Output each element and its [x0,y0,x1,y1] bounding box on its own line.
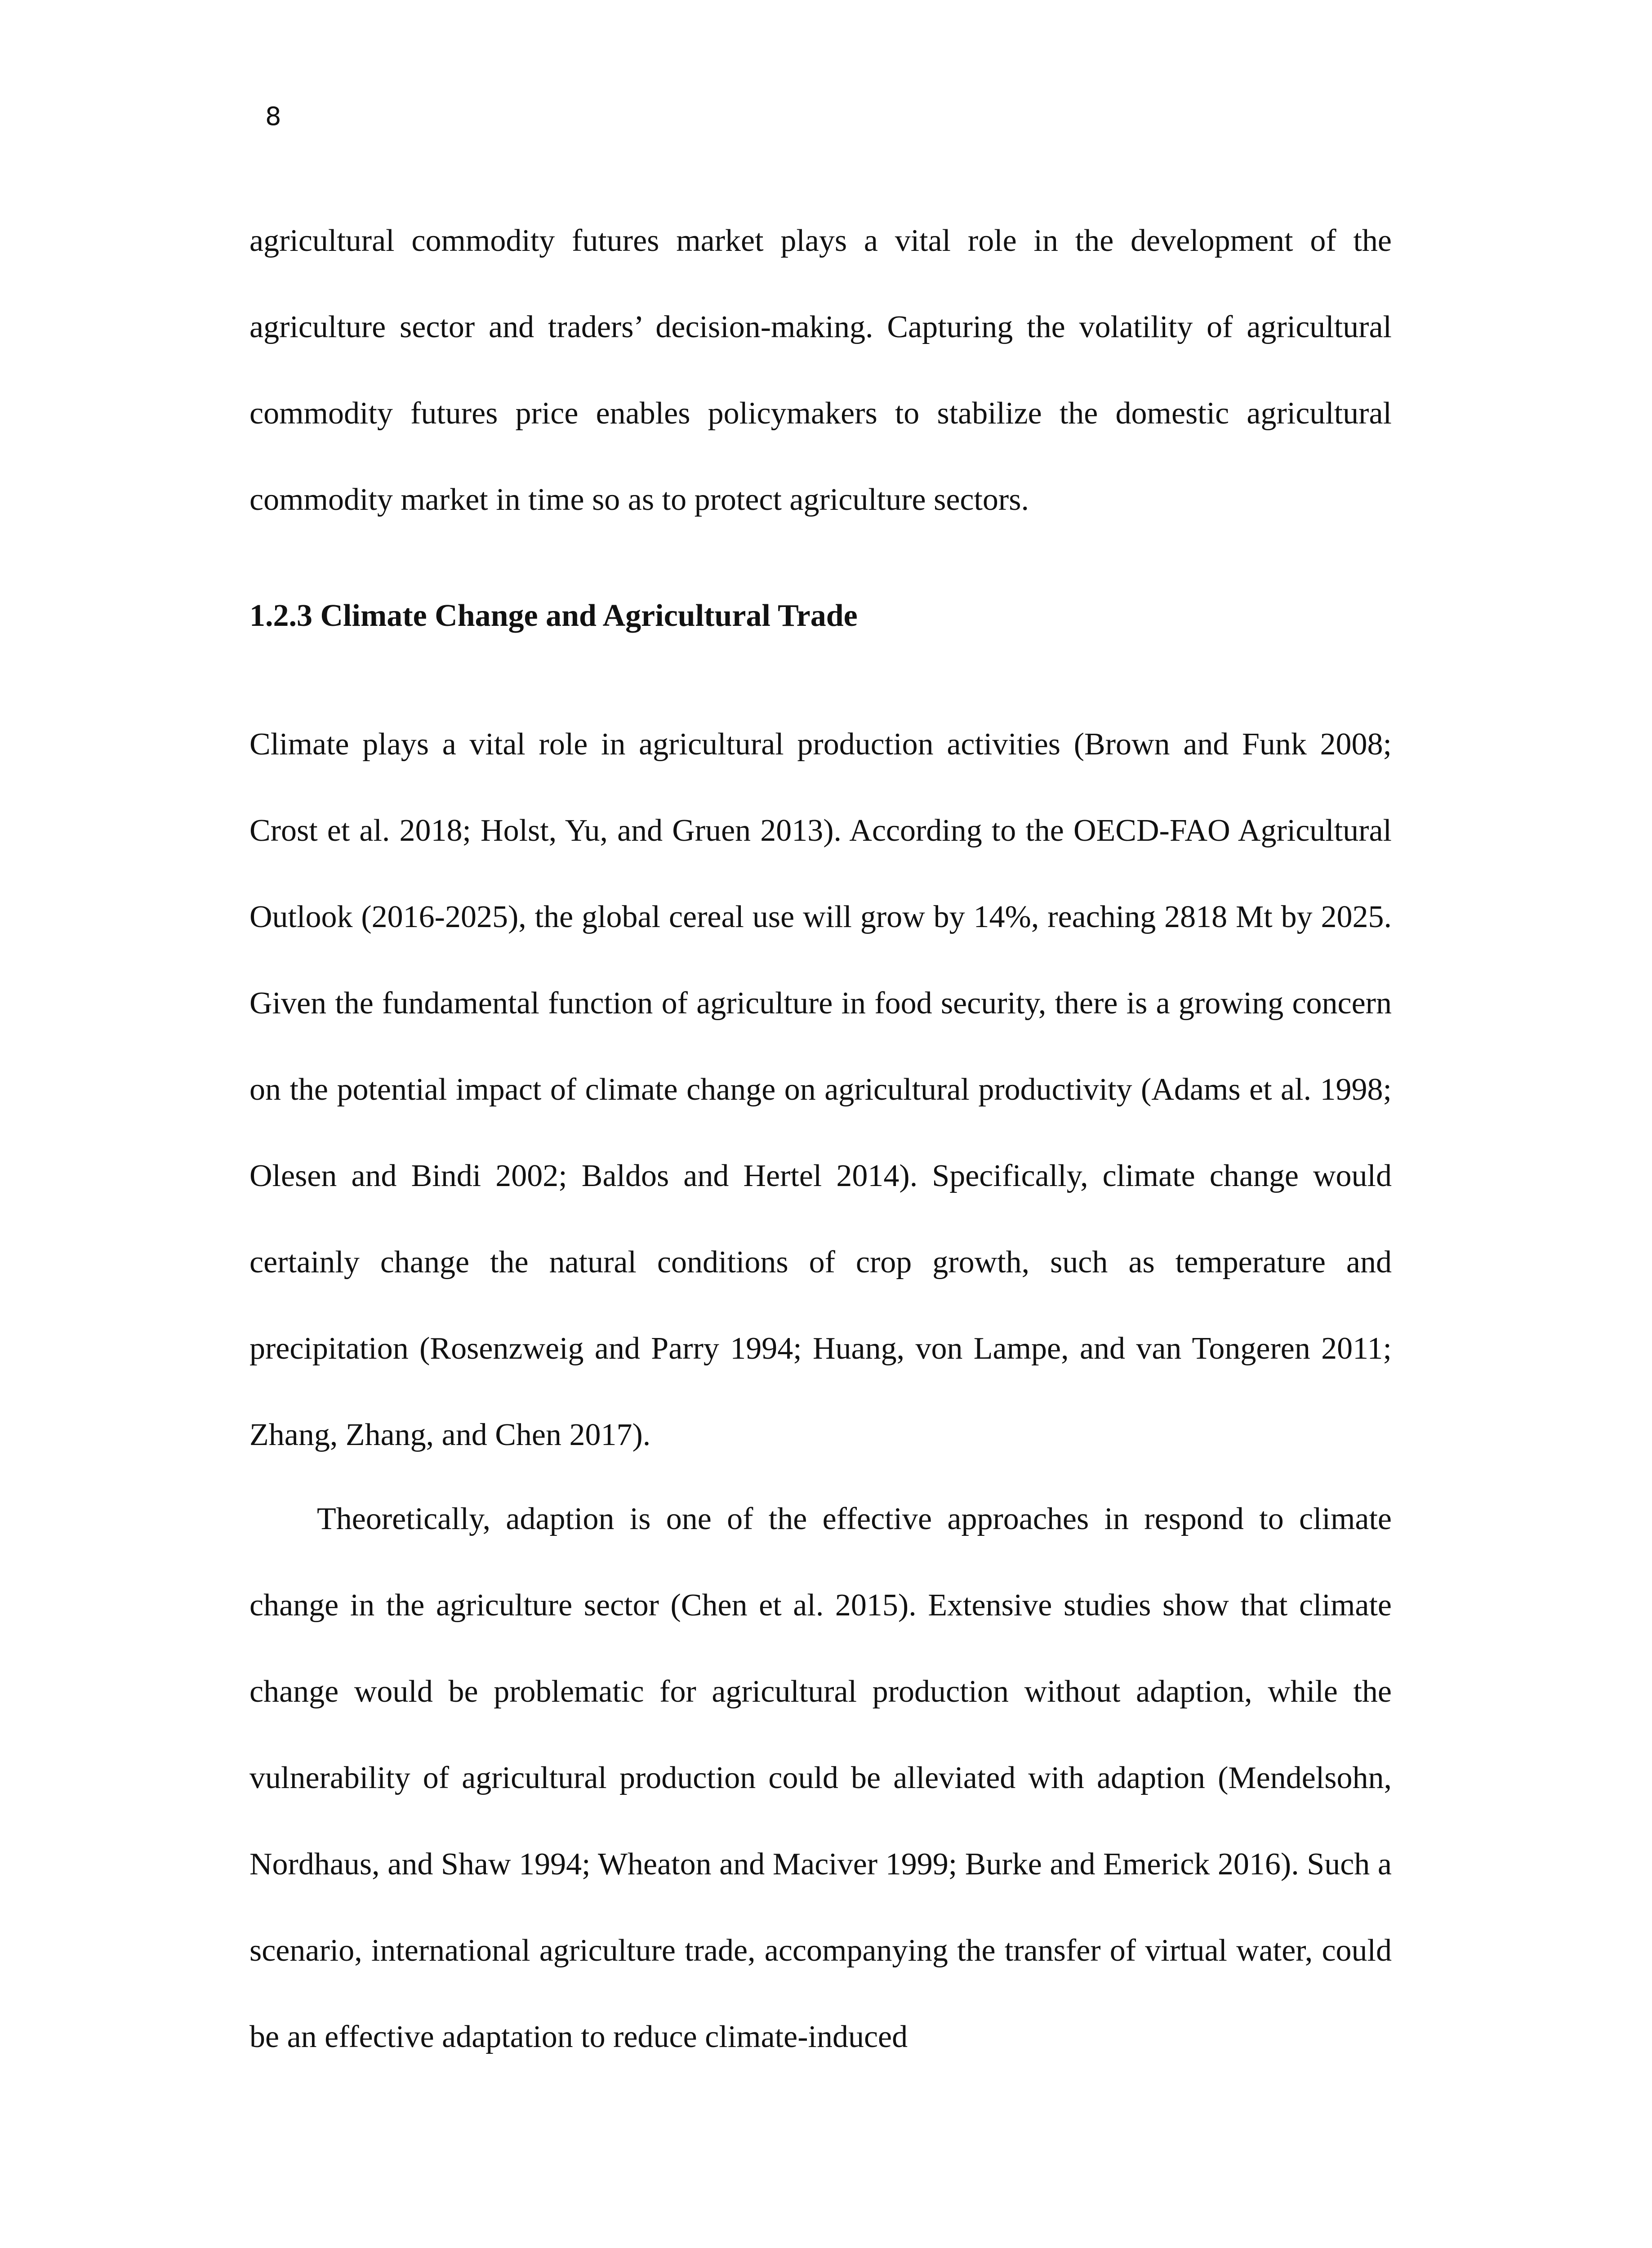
page-number-top: 8 [265,102,281,131]
section-heading: 1.2.3 Climate Change and Agricultural Trade [249,598,858,633]
paragraph-3: Theoretically, adaption is one of the effective approaches in respond to climate change in the agriculture sector (Chen et al. 2015). Extensive studies show that climate change would be problematic for agricultural production without adaption, while the vulnerability of agricultural production could be alleviated with adaption (Mendelsohn, Nordhaus, and Shaw 1994; Wheaton and Maciver 1999; Burke and Emerick 2016). Such a scenario, international agriculture trade, accompanying the transfer of virtual water, could be an effective adaptation to reduce climate-induced [249,1502,1392,2054]
paragraph-2: Climate plays a vital role in agricultural production activities (Brown and Funk 2008; Crost et al. 2018; Holst, Yu, and Gruen 2013). According to the OECD-FAO Agricultural Outlook (2016-2025), the global cereal use will grow by 14%, reaching 2818 Mt by 2025. Given the fundamental function of agriculture in food security, there is a growing concern on the potential impact of climate change on agricultural productivity (Adams et al. 1998; Olesen and Bindi 2002; Baldos and Hertel 2014). Specifically, climate change would certainly change the natural conditions of crop growth, such as temperature and precipitation (Rosenzweig and Parry 1994; Huang, von Lampe, and van Tongeren 2011; Zhang, Zhang, and Chen 2017). [249,727,1392,1452]
paragraph-1: agricultural commodity futures market plays a vital role in the development of the agriculture sector and traders’ decision-making. Capturing the volatility of agricultural commodity futures price enables policymakers to stabilize the domestic agricultural commodity market in time so as to protect agriculture sectors. [249,223,1392,517]
